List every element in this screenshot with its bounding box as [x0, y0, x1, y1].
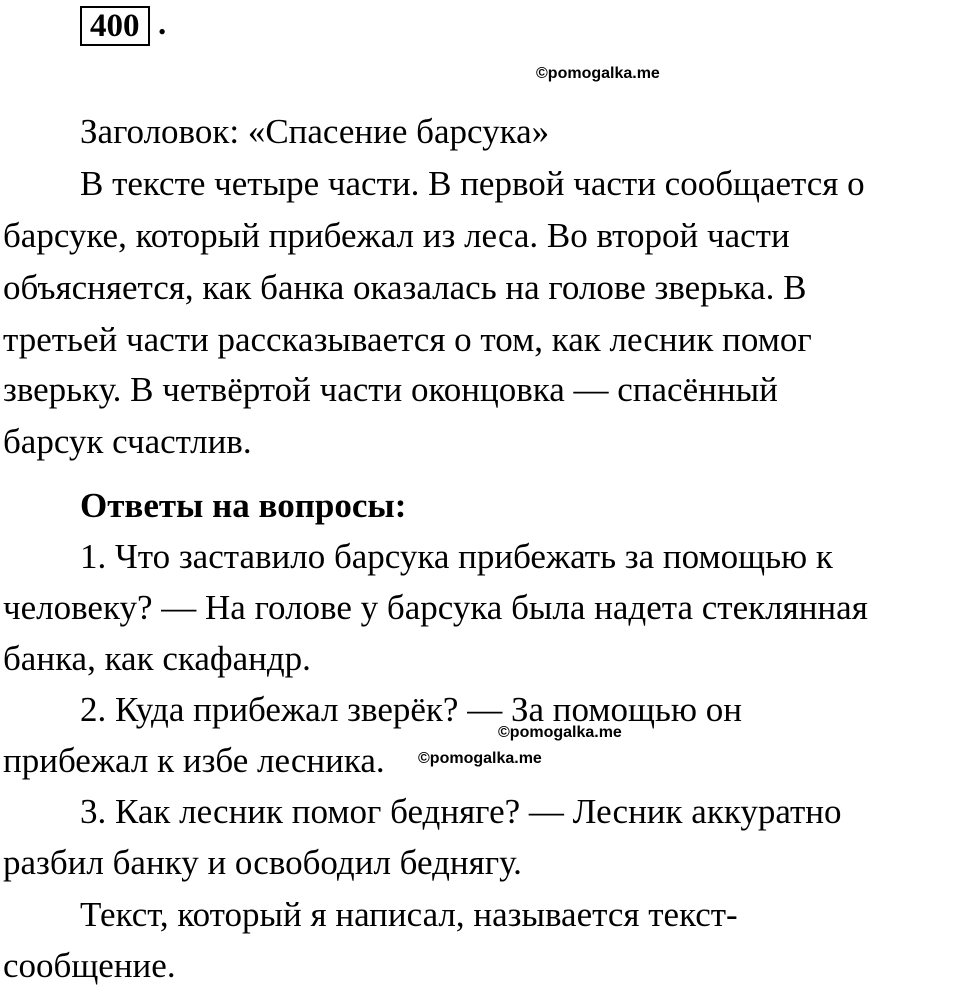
title-line: Заголовок: «Спасение барсука»	[80, 112, 550, 151]
exercise-number-dot: .	[158, 6, 167, 42]
exercise-number: 400	[80, 6, 150, 46]
answer-line: Текст, который я написал, называется текст-	[80, 895, 738, 934]
answer-line: 1. Что заставило барсука прибежать за помощью к	[80, 537, 833, 576]
answers-heading: Ответы на вопросы:	[80, 486, 407, 525]
answer-line: банка, как скафандр.	[3, 639, 311, 678]
paragraph-line: барсуке, который прибежал из леса. Во второй части	[3, 216, 790, 255]
paragraph-line: зверьку. В четвёртой части оконцовка — спасённый	[3, 370, 778, 409]
paragraph-line: третьей части рассказывается о том, как лесник помог	[3, 320, 812, 359]
paragraph-line: объясняется, как банка оказалась на голове зверька. В	[3, 268, 807, 307]
answer-line: сообщение.	[3, 946, 176, 985]
answer-line: прибежал к избе лесника.	[3, 741, 385, 780]
paragraph-line: барсук счастлив.	[3, 422, 252, 461]
answer-line: человеку? — На голове у барсука была надета стеклянная	[3, 588, 868, 627]
paragraph-line: В тексте четыре части. В первой части сообщается о	[80, 164, 865, 203]
answer-line: разбил банку и освободил беднягу.	[3, 843, 522, 882]
watermark-inline: ©pomogalka.me	[418, 750, 542, 767]
watermark-middle: ©pomogalka.me	[498, 724, 622, 741]
answer-line: 2. Куда прибежал зверёк? — За помощью он	[80, 690, 743, 729]
watermark-top: ©pomogalka.me	[536, 65, 660, 82]
answer-line: 3. Как лесник помог бедняге? — Лесник аккуратно	[80, 792, 842, 831]
